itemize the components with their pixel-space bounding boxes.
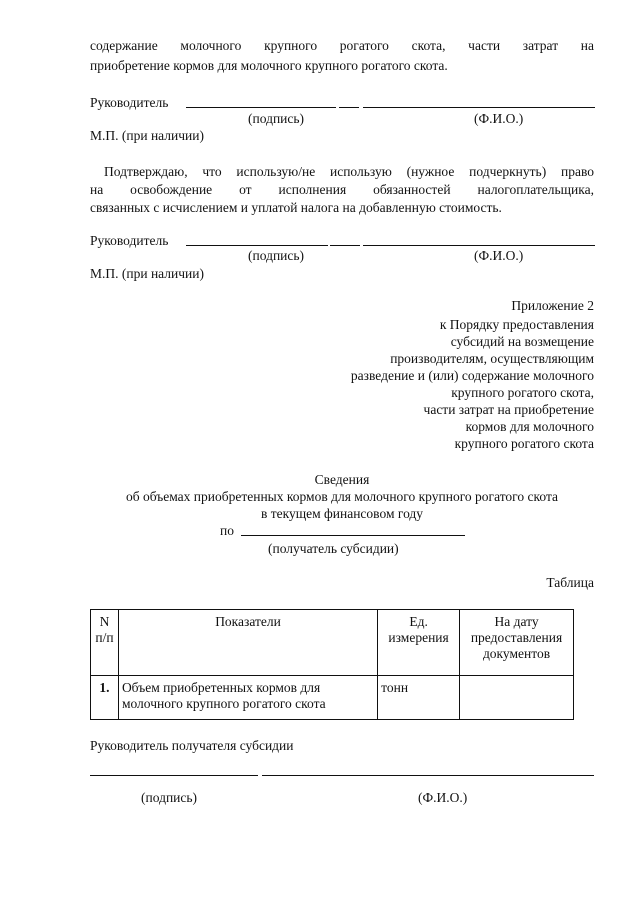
appendix-line: крупного рогатого скота, — [451, 385, 594, 400]
signature-line — [186, 107, 336, 108]
recipient-prefix: по — [220, 523, 234, 538]
appendix-line: кормов для молочного — [465, 419, 594, 434]
row-unit: тонн — [378, 676, 460, 720]
seal-note: М.П. (при наличии) — [90, 128, 204, 143]
head-label: Руководитель — [90, 95, 169, 110]
signature-line-gap — [330, 245, 360, 246]
appendix-line: крупного рогатого скота — [454, 436, 594, 451]
table-header-row — [91, 610, 574, 676]
signature-caption: (подпись) — [248, 111, 305, 126]
row-value — [460, 676, 574, 720]
footer-fio-line — [262, 775, 594, 776]
top-paragraph-line-1: содержание молочного крупного рогатого скота, части затрат на — [90, 38, 594, 53]
appendix-line: разведение и (или) содержание молочного — [350, 368, 594, 383]
head-label: Руководитель — [90, 233, 169, 248]
table-row — [91, 676, 574, 720]
header-indicator: Показатели — [118, 610, 377, 676]
table-label: Таблица — [546, 575, 594, 590]
confirm-line-3: связанных с исчислением и уплатой налога на добавленную стоимость. — [90, 200, 502, 215]
fio-caption: (Ф.И.О.) — [474, 248, 524, 263]
header-date: На дату предоставления документов — [460, 610, 574, 676]
top-paragraph-line-2: приобретение кормов для молочного крупного рогатого скота. — [90, 58, 448, 73]
footer-head-label: Руководитель получателя субсидии — [90, 738, 294, 753]
row-indicator: Объем приобретенных кормов для молочного крупного рогатого скота — [118, 676, 377, 720]
signature-line-gap — [339, 107, 359, 108]
appendix-line: Приложение 2 — [511, 298, 594, 313]
fio-caption: (Ф.И.О.) — [474, 111, 524, 126]
signature-caption: (подпись) — [248, 248, 305, 263]
document-period: в текущем финансовом году — [260, 506, 424, 521]
header-num: N п/п — [91, 610, 119, 676]
footer-signature-line — [90, 775, 258, 776]
fio-line — [363, 245, 595, 246]
seal-note: М.П. (при наличии) — [90, 266, 204, 281]
appendix-line: субсидий на возмещение — [450, 334, 594, 349]
confirm-line-2: на освобождение от исполнения обязанностей налогоплательщика, — [90, 182, 594, 197]
document-title: Сведения — [314, 472, 370, 487]
document-subtitle: об объемах приобретенных кормов для молочного крупного рогатого скота — [125, 489, 559, 504]
footer-signature-caption: (подпись) — [141, 790, 198, 805]
fio-line — [363, 107, 595, 108]
appendix-line: части затрат на приобретение — [423, 402, 594, 417]
appendix-line: производителям, осуществляющим — [390, 351, 594, 366]
header-unit: Ед. измерения — [378, 610, 460, 676]
appendix-line: к Порядку предоставления — [439, 317, 594, 332]
data-table — [90, 609, 574, 720]
row-num: 1. — [91, 676, 119, 720]
recipient-caption: (получатель субсидии) — [268, 541, 399, 556]
signature-line — [186, 245, 328, 246]
footer-fio-caption: (Ф.И.О.) — [418, 790, 468, 805]
confirm-line-1: Подтверждаю, что использую/не использую (нужное подчеркнуть) право — [104, 164, 594, 179]
recipient-line — [241, 535, 465, 536]
